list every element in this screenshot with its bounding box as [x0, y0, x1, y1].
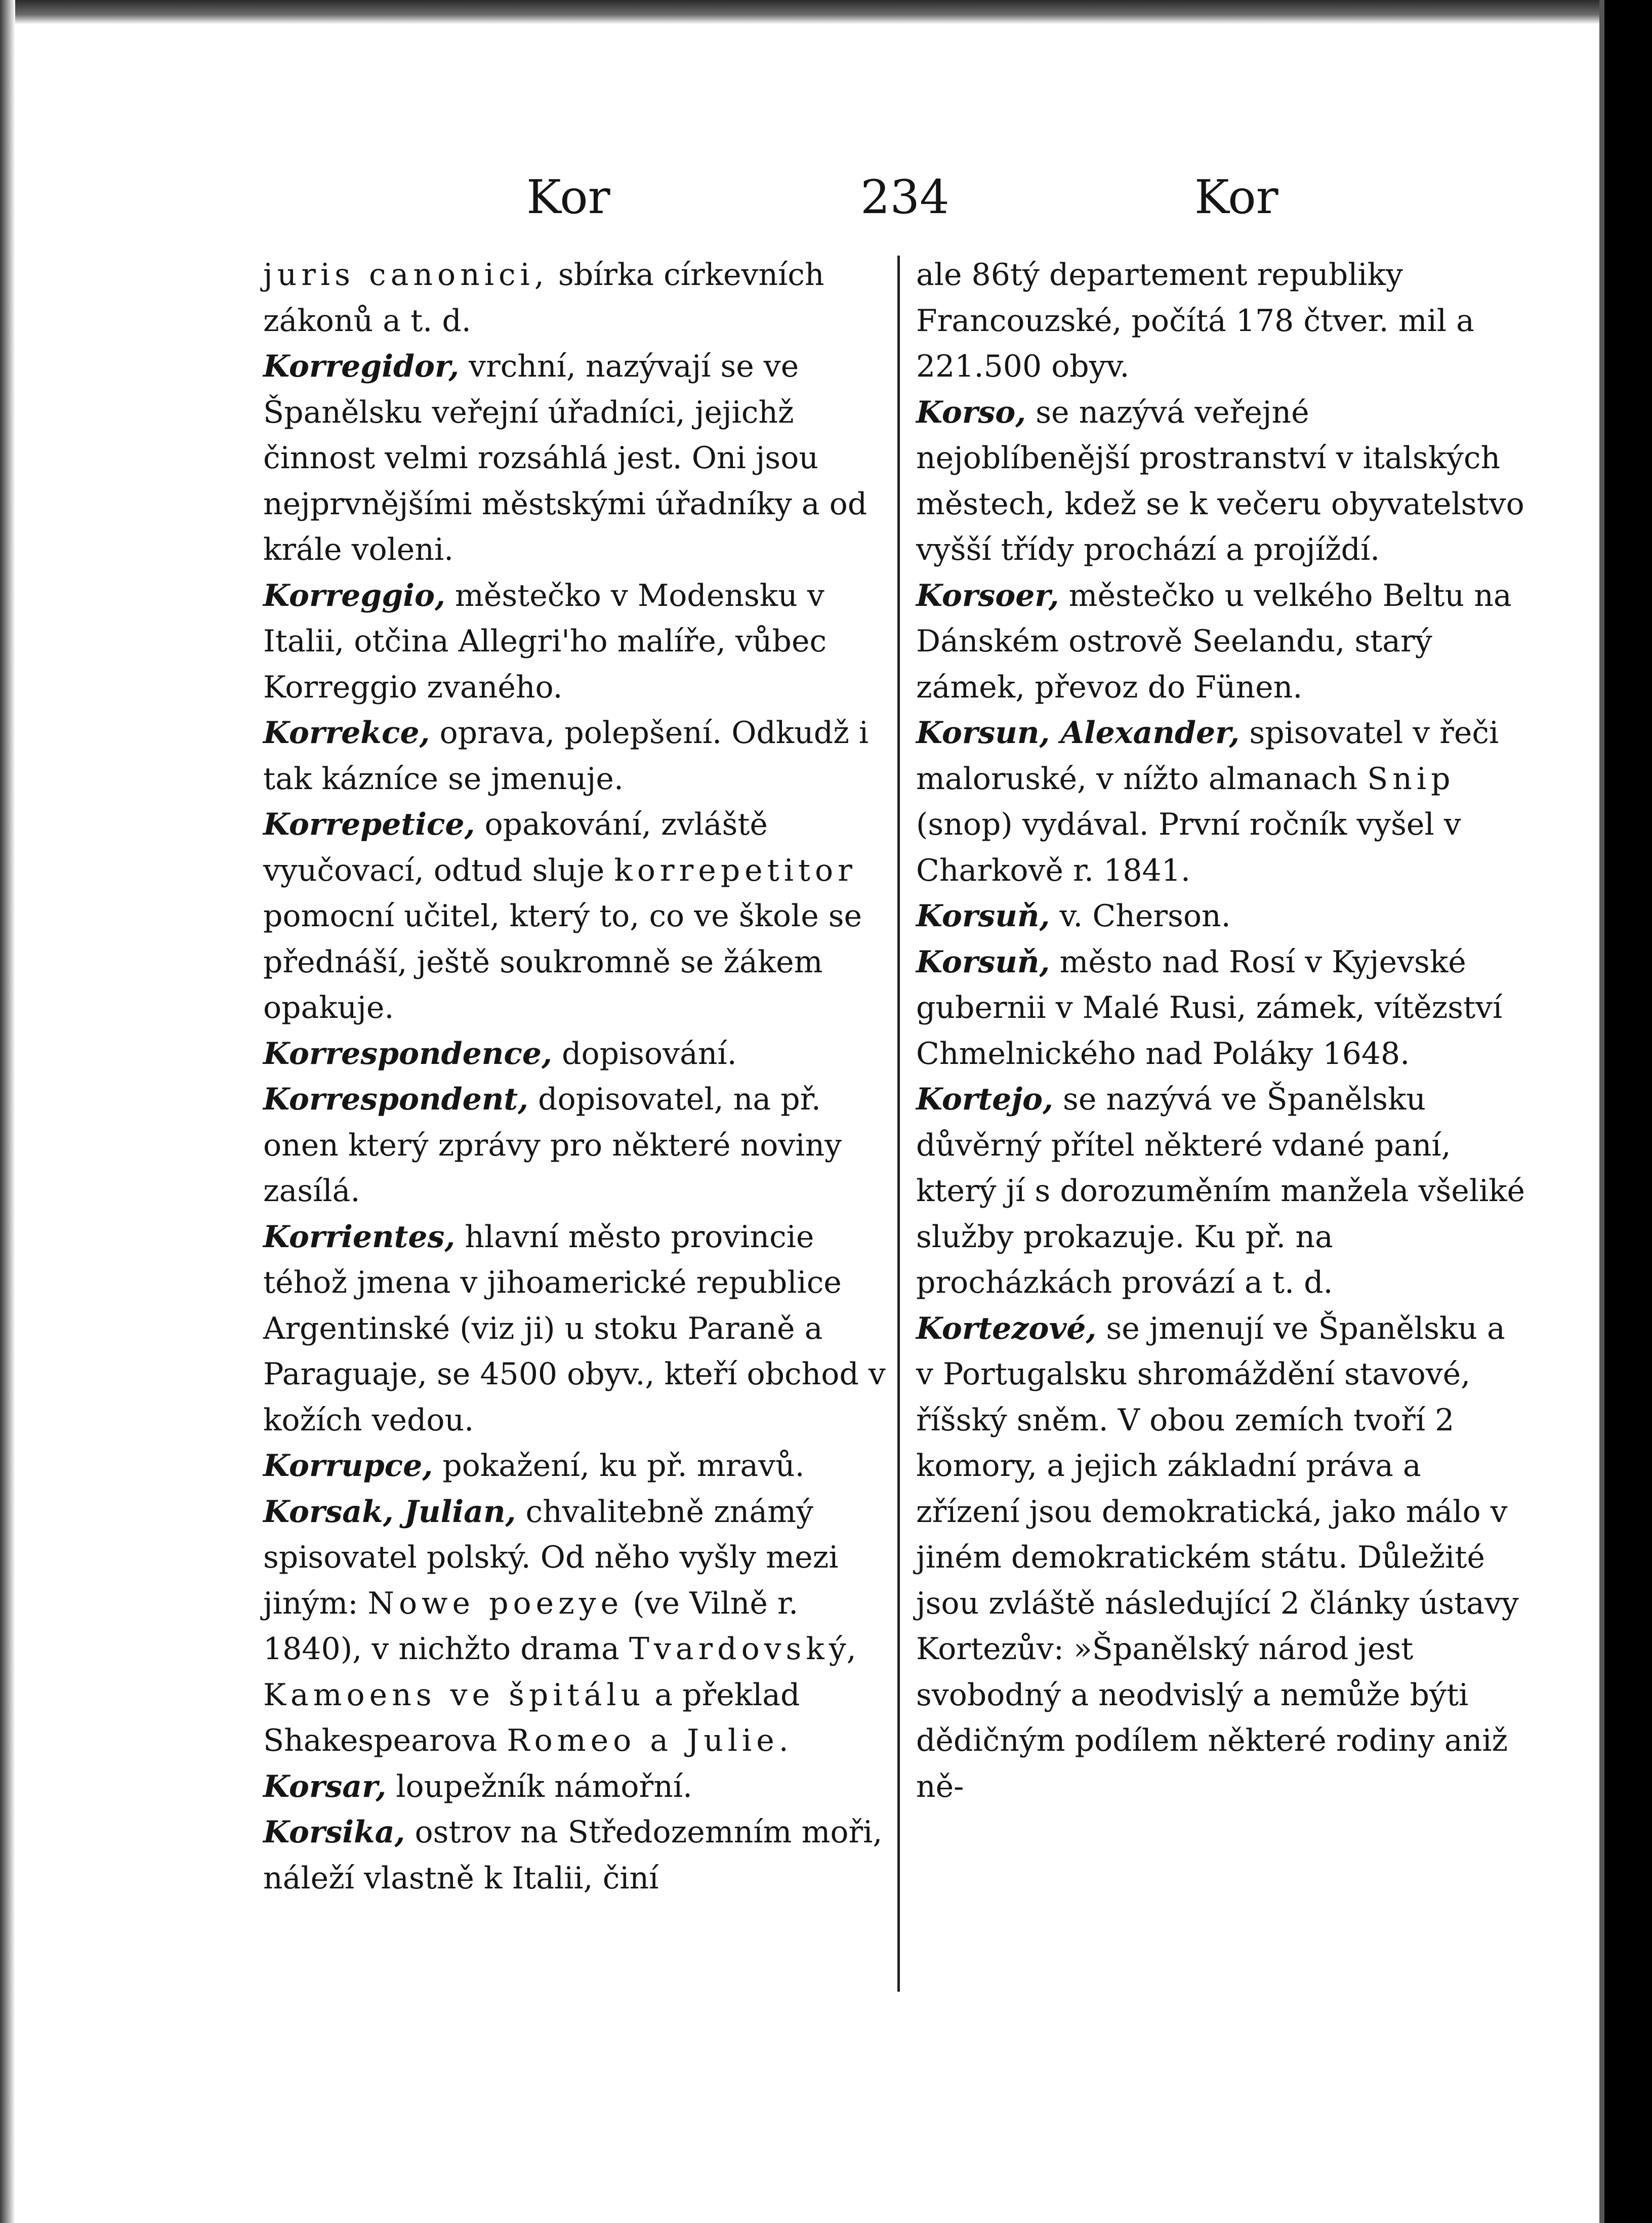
entry-term: Korregidor,	[263, 349, 460, 384]
entry	[916, 390, 1529, 573]
entry	[263, 1077, 896, 1214]
entry	[263, 252, 896, 344]
entry-spaced-title: Nowe poezye	[367, 1585, 624, 1621]
scan-right-shadow	[1599, 0, 1604, 2223]
left-column	[263, 252, 896, 1901]
entry	[263, 1443, 896, 1489]
entry-text: hlavní město provincie téhož jmena v jihoamerické republice Argentinské (viz ji) u stoku Paraně a Paraguaje, se 4500 obyv., kteří obchod v kožích vedou.	[263, 1219, 886, 1438]
scan-right-edge	[1604, 0, 1652, 2223]
entry	[263, 344, 896, 573]
entry-text: opakování, zvláště vyučovací, odtud sluje	[263, 807, 768, 888]
entry-term: Korsak, Julian,	[263, 1494, 516, 1530]
entry	[263, 1809, 896, 1901]
entry-text: loupežník námořní.	[386, 1768, 693, 1804]
entry-term: Korsuň,	[916, 898, 1050, 934]
entry-text: vrchní, nazývají se ve Španělsku veřejní úřadníci, jejichž činnost velmi rozsáhlá jest. Oni jsou nejprvnějšími městskými úřadníky a od krále voleni.	[263, 349, 868, 567]
column-divider	[897, 256, 900, 1992]
entry-text: ostrov na Středozemním moři, náleží vlastně k Italii, činí	[263, 1815, 883, 1896]
entry-term: Korreggio,	[263, 578, 445, 613]
entry	[916, 573, 1529, 711]
entry-term: Korrupce,	[263, 1448, 433, 1484]
entry-spaced-title: Romeo a Julie.	[507, 1723, 793, 1758]
entry	[263, 802, 896, 1031]
entry-text: městečko v Modensku v Italii, otčina Allegri'ho malíře, vůbec Korreggio zvaného.	[263, 578, 827, 705]
entry-spaced-title: Snip	[1367, 761, 1455, 797]
entry-text: (ve Vilně r. 1840), v nichžto drama	[263, 1585, 799, 1667]
entry	[916, 893, 1529, 939]
entry	[916, 710, 1529, 893]
entry	[263, 1764, 896, 1810]
entry-text: se nazývá veřejné nejoblíbenější prostranství v italských městech, kdež se k večeru obyvatelstvo vyšší třídy prochází a projíždí.	[916, 394, 1524, 567]
entry-term: Kortejo,	[916, 1082, 1053, 1117]
entry	[916, 1077, 1529, 1306]
entry-term: Kortezové,	[916, 1310, 1097, 1346]
entry	[263, 1031, 896, 1077]
entry-text: (snop) vydával. První ročník vyšel v Charkově r. 1841.	[916, 807, 1461, 888]
right-guide-word: Kor	[1194, 170, 1278, 224]
entry	[916, 1306, 1529, 1810]
entry-text: chvalitebně známý spisovatel polský. Od něho vyšly mezi jiným:	[263, 1494, 839, 1621]
entry-text: pokažení, ku př. mravů.	[433, 1448, 805, 1484]
entry-text: ale 86tý departement republiky Francouzské, počítá 178 čtver. mil a 221.500 obyv.	[916, 257, 1474, 384]
entry-text: dopisovatel, na př. onen který zprávy pro některé noviny zasílá.	[263, 1082, 842, 1209]
right-column	[916, 252, 1529, 1809]
entry-text: se nazývá ve Španělsku důvěrný přítel některé vdané paní, který jí s dorozuměním manžela všeliké služby prokazuje. Ku př. na procházkách provází a t. d.	[916, 1082, 1525, 1300]
entry-term: Korsuň,	[916, 944, 1050, 980]
entry-term: Korrientes,	[263, 1219, 456, 1255]
entry-text: městečko u velkého Beltu na Dánském ostrově Seelandu, starý zámek, převoz do Fünen.	[916, 578, 1512, 705]
entry-lead: juris canonici,	[263, 257, 549, 293]
entry-term: Korso,	[916, 394, 1026, 430]
entry-text: a překlad Shakespearova	[263, 1677, 800, 1758]
entry-text: se jmenují ve Španělsku a v Portugalsku shromáždění stavové, říšský sněm. V obou zemích tvoří 2 komory, a jejich základní práva a zřízení jsou demokratická, jako málo v jiném demokratickém státu. Důležité jsou zvláště následující 2 články ústavy Kortezův: »Španělský národ jest svobodný a neodvislý a nemůže býti dědičným podílem některé rodiny aniž ně-	[916, 1310, 1519, 1804]
entry	[916, 252, 1529, 390]
entry-term: Korrepetice,	[263, 807, 475, 842]
entry-term: Korsika,	[263, 1815, 405, 1850]
entry-term: Korsun, Alexander,	[916, 715, 1240, 751]
entry-text: sbírka církevních zákonů a t. d.	[263, 257, 824, 339]
entry-term: Korrespondence,	[263, 1036, 552, 1072]
entry-term: Korrespondent,	[263, 1082, 528, 1117]
left-guide-word: Kor	[526, 170, 610, 224]
entry	[263, 573, 896, 711]
entry-term: Korsoer,	[916, 578, 1059, 613]
entry-text: dopisování.	[552, 1036, 737, 1072]
entry-spaced-term: korrepetitor	[614, 852, 857, 888]
entry-term: Korrekce,	[263, 715, 430, 751]
scan-left-edge	[0, 0, 15, 2223]
entry-text: v. Cherson.	[1050, 898, 1231, 934]
entry-text: město nad Rosí v Kyjevské gubernii v Malé Rusi, zámek, vítězství Chmelnického nad Poláky 1648.	[916, 944, 1503, 1072]
entry	[263, 1489, 896, 1764]
entry-text: oprava, polepšení. Odkudž i tak kázníce se jmenuje.	[263, 715, 869, 797]
entry	[916, 939, 1529, 1077]
entry-term: Korsar,	[263, 1768, 387, 1804]
entry	[263, 1214, 896, 1444]
entry-spaced-title: Tvardovský, Kamoens ve špitálu	[263, 1631, 861, 1713]
entry-text: spisovatel v řeči maloruské, v nížto almanach	[916, 715, 1499, 797]
entry	[263, 710, 896, 802]
entry-text: pomocní učitel, který to, co ve škole se přednáší, ještě soukromně se žákem opakuje.	[263, 898, 862, 1025]
page-number: 234	[860, 170, 949, 224]
scan-top-edge	[0, 0, 1652, 24]
